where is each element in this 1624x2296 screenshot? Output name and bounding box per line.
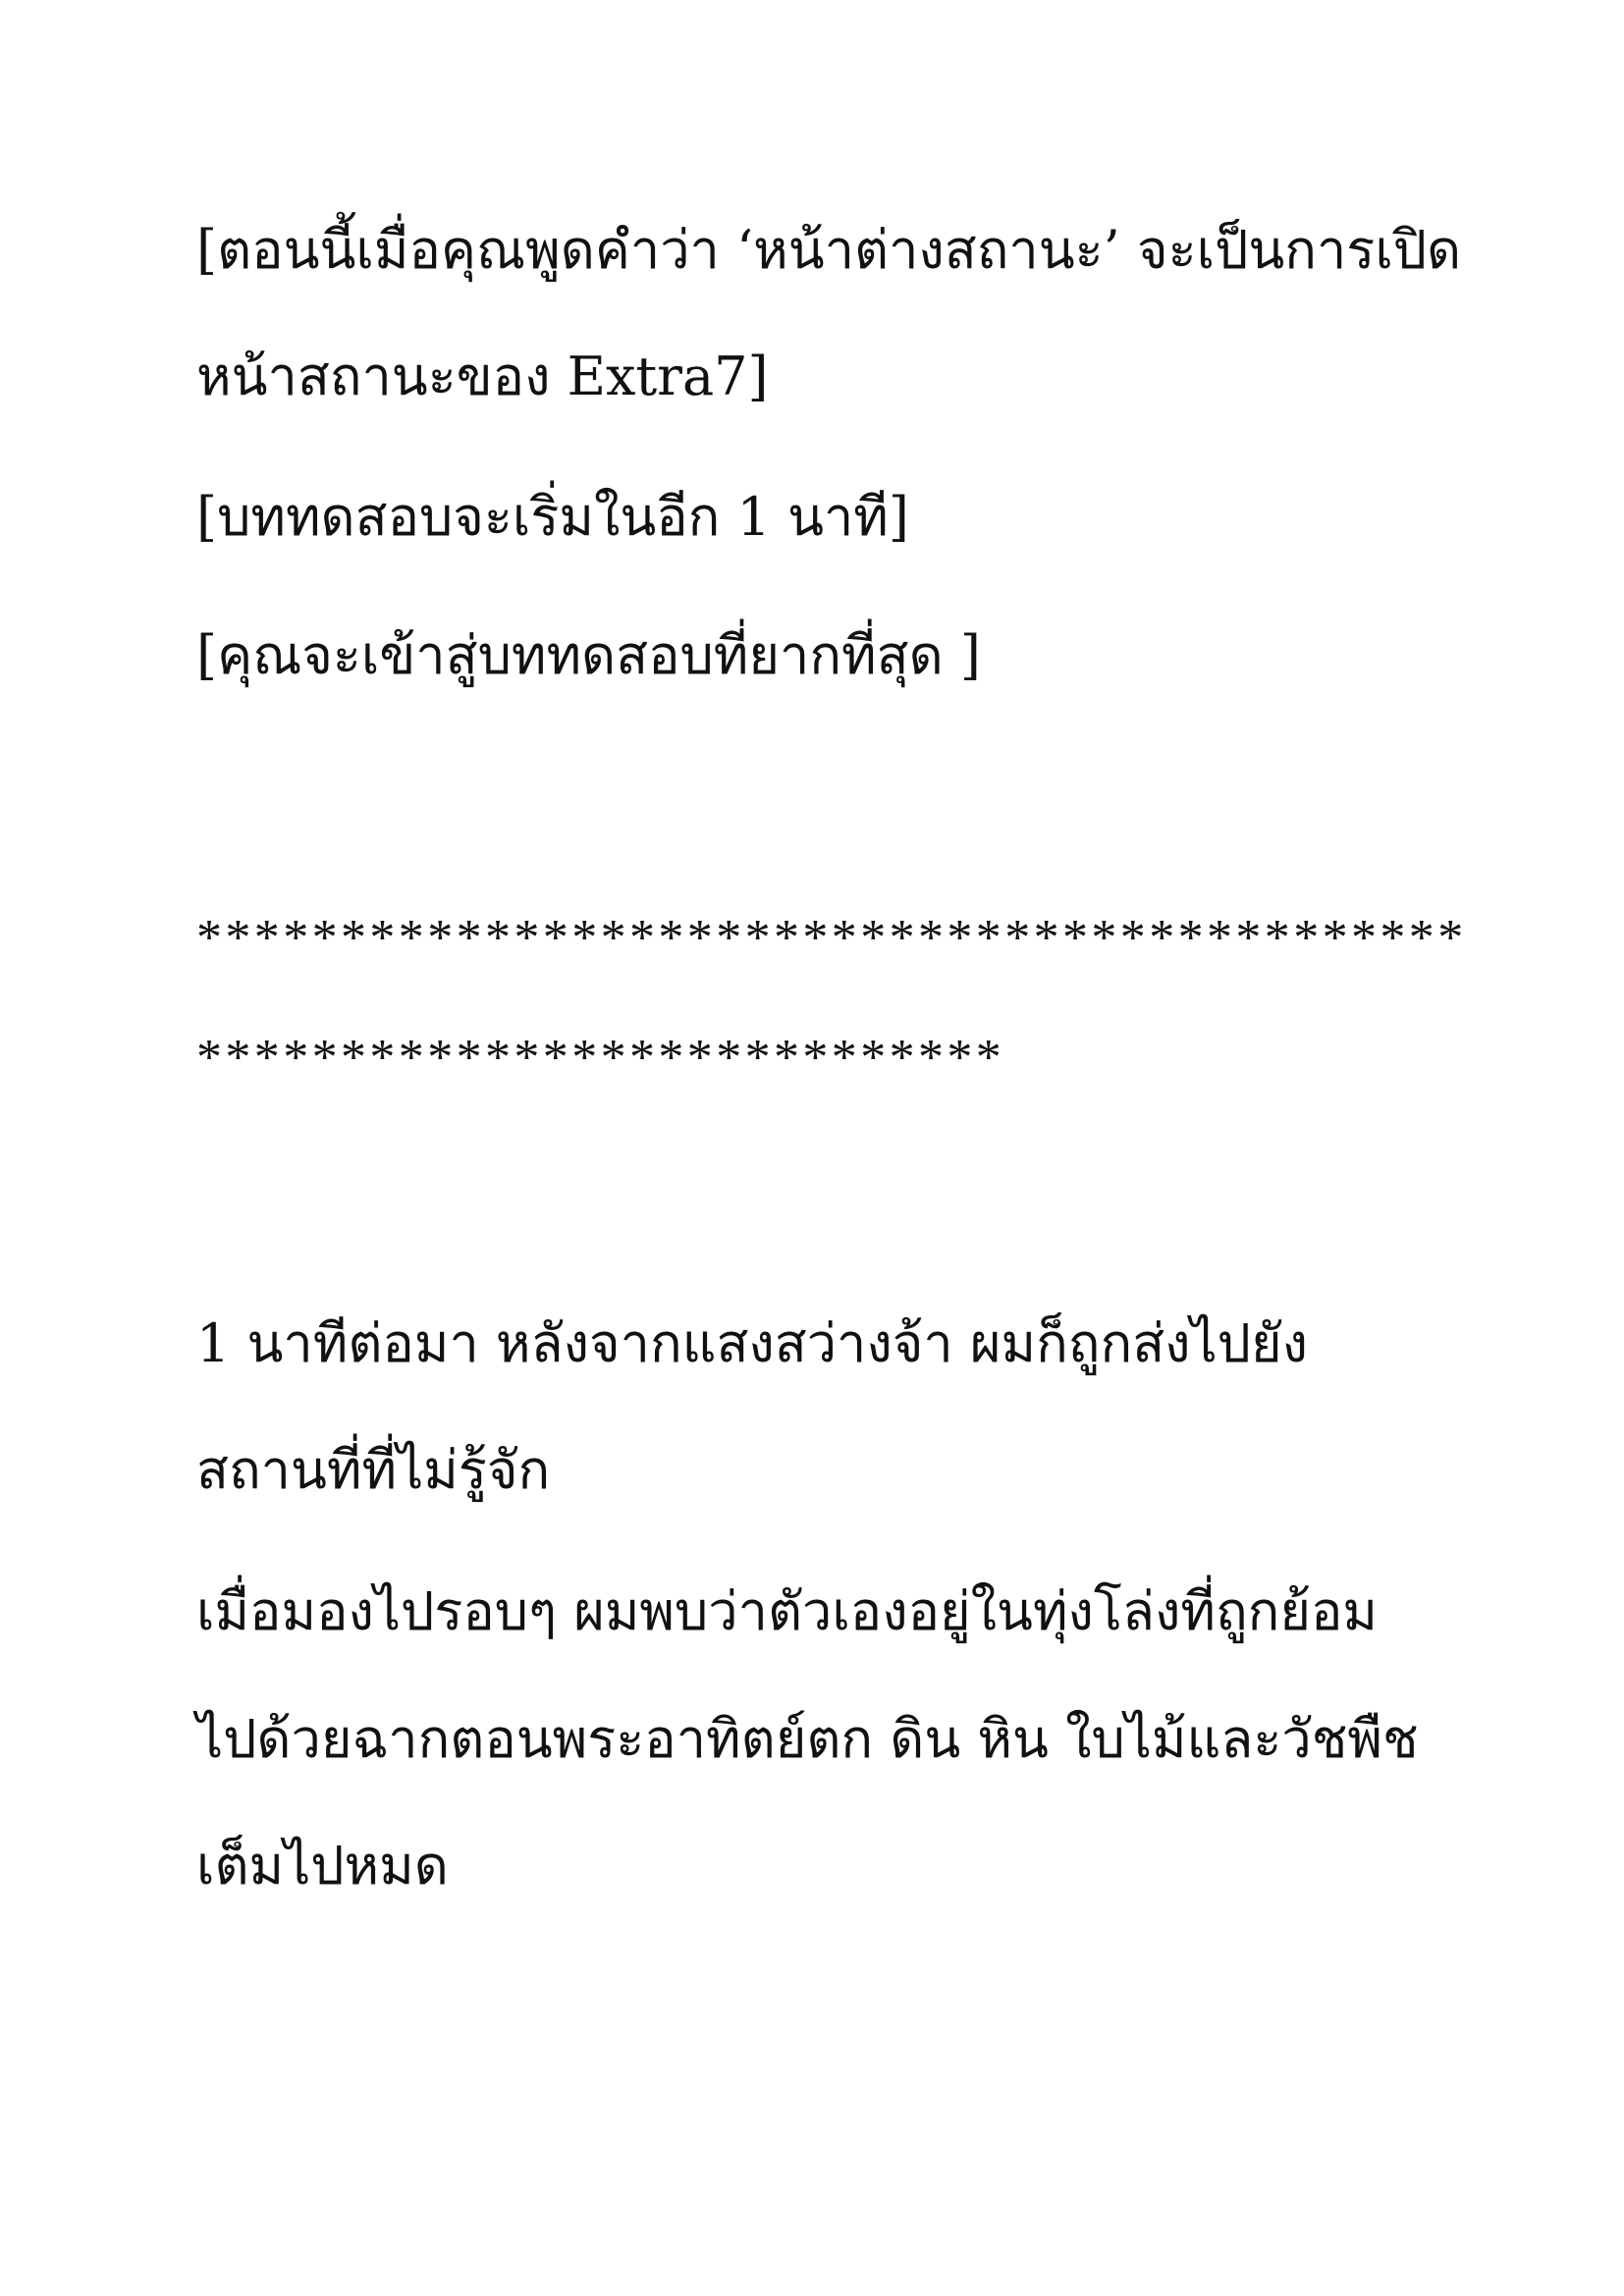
story-paragraph-2-line-2: ไปด้วยฉากตอนพระอาทิตย์ตก ดิน หิน ใบไม้และวัชพืช [196,1708,1419,1770]
hardest-test-line: [คุณจะเข้าสู่บททดสอบที่ยากที่สุด ] [196,624,981,686]
status-window-line-2: หน้าสถานะของ Extra7] [196,346,769,407]
story-paragraph-1-line-2: สถานที่ที่ไม่รู้จัก [196,1439,551,1501]
story-paragraph-1-line-1: 1 นาทีต่อมา หลังจากแสงสว่างจ้า ผมก็ถูกส่งไปยัง [196,1312,1308,1374]
separator-stars-line-2: **************************** [196,1030,1005,1086]
story-paragraph-2-line-3: เต็มไปหมด [196,1835,449,1896]
separator-stars-line-1: ******************************************** [196,910,1467,966]
status-window-line-1: [ตอนนี้เมื่อคุณพูดคำว่า ‘หน้าต่างสถานะ’ จะเป็นการเปิด [196,219,1462,281]
test-start-line: [บททดสอบจะเริ่มในอีก 1 นาที] [196,486,909,548]
story-paragraph-2-line-1: เมื่อมองไปรอบๆ ผมพบว่าตัวเองอยู่ในทุ่งโล่งที่ถูกย้อม [196,1580,1379,1642]
